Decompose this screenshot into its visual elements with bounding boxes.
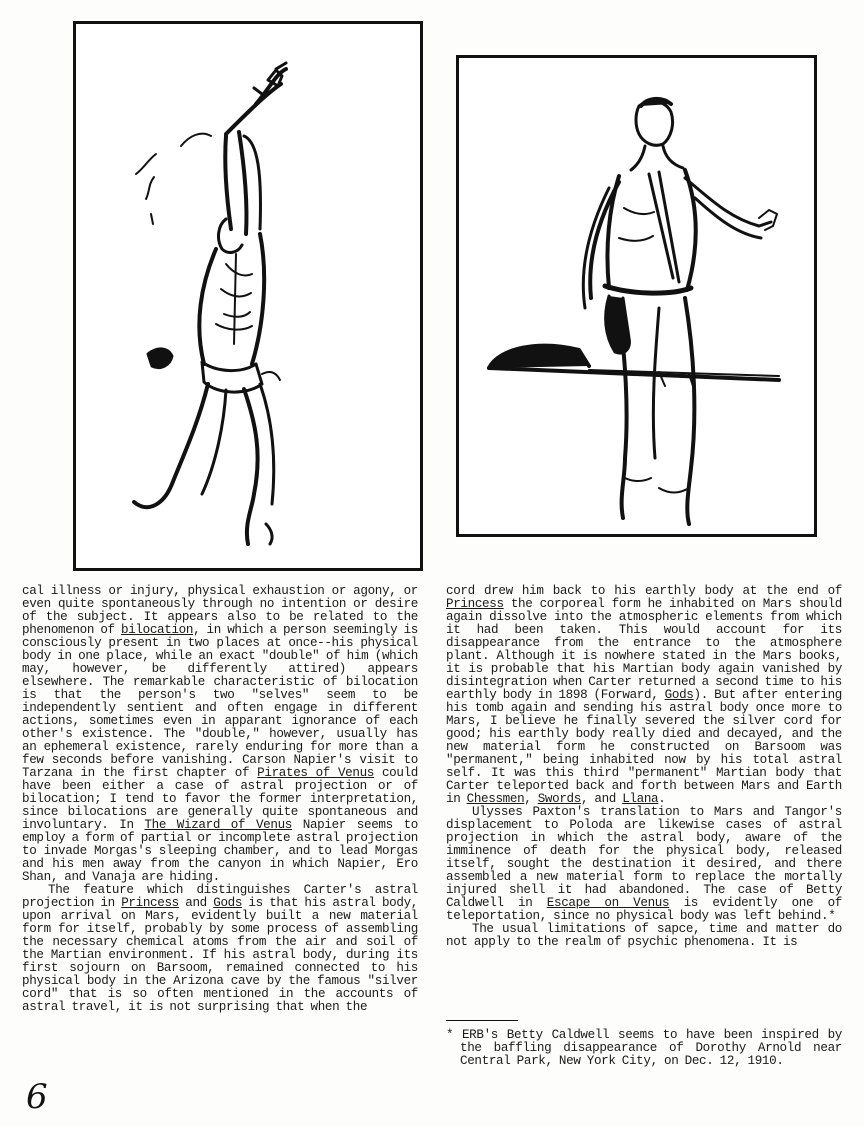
paragraph: cal illness or injury, physical exhaustion or agony, or even quite spontaneously through no intention or desire of the subject. It appears also to be related to the phenomenon of bilocation, in which a person seemingly is consciously present in two places at once--his physical body in one place, while an exact "double" of him (which may, however, be differently attired) appears elsewhere. The remarkable characteristic of bilocation is that the person's two "selves" seem to be independently sentient and often engage in different actions, sometimes even in apparant ignorance of each other's existence. The "double," however, usually has an ephemeral existence, rarely enduring for more than a few seconds before vanishing. Carson Napier's visit to Tarzana in the first chapter of Pirates of Venus could have been either a case of astral projection or of bilocation; I tend to favor the former interpretation, since bilocations are generally quite spontaneous and involuntary. In The Wizard of Venus Napier seems to employ a form of partial or incomplete astral projection to invade Morgas's sleeping chamber, and to lead Morgas and his men away from the canyon in which Napier, Ero Shan, and Vanaja are hiding. [22,584,418,884]
footnote-rule [446,1020,518,1021]
paragraph: Ulysses Paxton's translation to Mars and Tangor's displacement to Poloda are likewise cases of astral projection in which the astral body, aware of the imminence of death for the physical body, released itself, sought the destination it desired, and there assembled a new material form to replace the mortally injured shell it had abandoned. The case of Betty Caldwell in Escape on Venus is evidently one of teleportation, since no physical body was left behind.* [446,805,842,923]
text-column-right [446,585,842,949]
paragraph: cord drew him back to his earthly body at the end of Princess the corporeal form he inhabited on Mars should again dissolve into the atmospheric elements from which it had been taken. This would account for its disappearance from the entrance to the atmosphere plant. Although it is nowhere stated in the Mars books, it is probable that his Martian body again vanished by disintegration when Carter returned a second time to his earthly body in 1898 (Forward, Gods). But after entering his tomb again and sending his astral body once more to Mars, I believe he finally severed the silver cord for good; his earthly body really died and decayed, and the new material form he constructed on Barsoom was "permanent," being inhabited now by his total astral self. It was this third "permanent" Martian body that Carter teleported back and forth between Mars and Earth in Chessmen, Swords, and Llana. [446,584,843,806]
paragraph: The feature which distinguishes Carter's astral projection in Princess and Gods is that his astral body, upon arrival on Mars, evidently built a new material form for itself, probably by some process of assembling the necessary chemical atoms from the air and soil of the Martian environment. If his astral body, during its first sojourn on Barsoom, remained connected to his physical body in the Arizona cave by the famous "silver cord" that is so often mentioned in the accounts of astral travel, it is not surprising that when the [22,883,419,1014]
tarzan-illustration [76,24,420,568]
page-number: 6 [26,1077,48,1117]
illustration-right-frame [456,55,817,537]
footnote: * ERB's Betty Caldwell seems to have been inspired by the baffling disappearance of Dorothy Arnold near Central Park, New York City, on Dec. 12, 1910. [446,1028,842,1069]
john-carter-illustration [459,58,814,534]
text-column-left [22,585,418,1014]
illustration-left-frame [73,21,423,571]
paragraph: The usual limitations of sapce, time and matter do not apply to the realm of psychic phenomena. It is [446,922,842,949]
